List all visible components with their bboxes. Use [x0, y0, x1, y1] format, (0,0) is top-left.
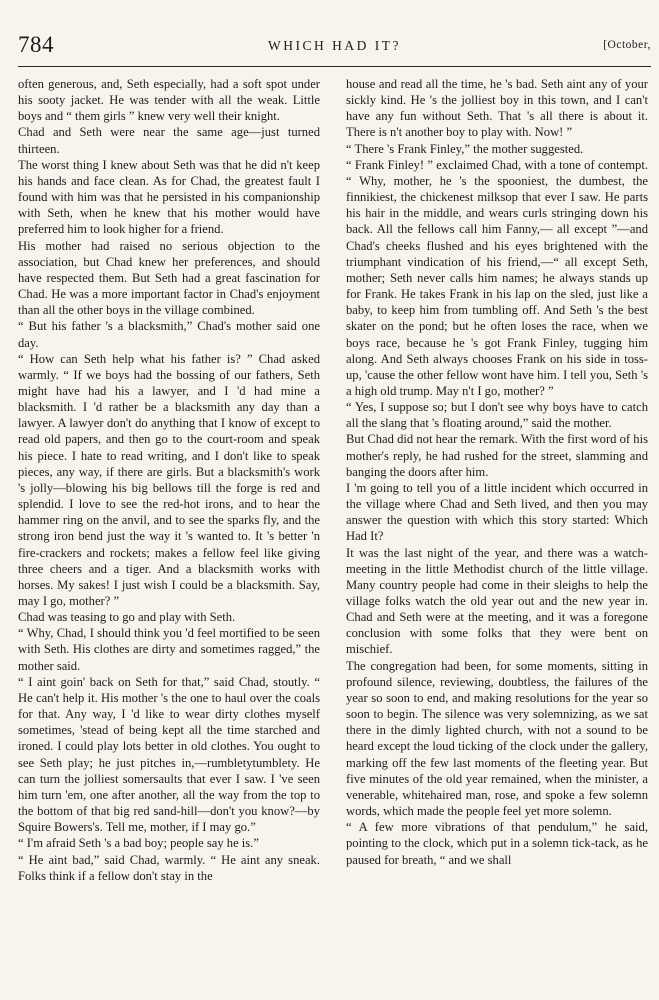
- right-column: [346, 76, 648, 868]
- page-number: 784: [18, 32, 54, 57]
- paragraph: Chad and Seth were near the same age—just turned thirteen.: [18, 125, 320, 156]
- paragraph: “ Yes, I suppose so; but I don't see why boys have to catch all the slang that 's floating around,” said the mother.: [346, 400, 648, 431]
- paragraph: house and read all the time, he 's bad. Seth aint any of your sickly kind. He 's the jolliest boy in this town, and I can't have any fun without Seth. That 's all there is about it. There is n't another boy to play with. Now! ”: [346, 77, 648, 140]
- paragraph: “ A few more vibrations of that pendulum,” he said, pointing to the clock, which put in a solemn tick-tack, as he paused for breath, “ and we shall: [346, 820, 648, 867]
- paragraph: His mother had raised no serious objection to the association, but Chad knew her preferences, and should have respected them. But Seth had a great fascination for Chad. He was a more important factor in Chad's enjoyment than all the other boys in the village combined.: [18, 238, 320, 318]
- paragraph: “ There 's Frank Finley,” the mother suggested.: [346, 141, 584, 156]
- paragraph: I 'm going to tell you of a little incident which occurred in the village where Chad and Seth lived, and then you may answer the question with which this story started: Which Had It?: [346, 480, 648, 544]
- paragraph: It was the last night of the year, and there was a watch-meeting in the little Methodist church of the little village. Many country people had come in their sleighs to help the village folks watch the old year out and the new year in. Chad and Seth were at the meeting, and it was a foregone conclusion with some folks that they were bent on mischief.: [346, 545, 648, 657]
- paragraph: “ He aint bad,” said Chad, warmly. “ He aint any sneak. Folks think if a fellow don't stay in the: [18, 852, 320, 883]
- paragraph: The congregation had been, for some moments, sitting in profound silence, reviewing, doubtless, the failures of the year so soon to end, and making resolutions for the year so soon to begin. The silence was very solemnizing, as we sat there in the dimly lighted church, with not a sound to be heard except the loud ticking of the clock under the gallery, marking off the few last moments of the fleeting year. But five minutes of the old year remained, when the minister, a venerable, whitehaired man, rose, and spoke a few solemn words, which made the people feel yet more solemn.: [346, 658, 648, 819]
- running-header: [18, 32, 651, 62]
- paragraph: “ But his father 's a blacksmith,” Chad's mother said one day.: [18, 319, 320, 350]
- issue-month: [October,: [603, 39, 651, 51]
- paragraph: “ Frank Finley! ” exclaimed Chad, with a tone of contempt. “ Why, mother, he 's the spooniest, the dumbest, the finnikiest, the chickenest milksop that ever I saw. He parts his hair in the middle, and wears curls stringing down his back. All the fellows call him Fanny,— all except ”—and Chad's cheeks flushed and his eyes brightened with the triumphant vindication of his friend,—“ all except Seth, mother; Seth never calls him names; he always stands up for Frank. He takes Frank in his lap on the sled, just like a baby, to keep him from tumbling off. And Seth 's the best skater on the pond; but he often loses the race, when we boys race, because he 's got Frank Finley, tugging him along. And Seth always chooses Frank on his side in toss-up, 'cause the other fellow wont have him. I tell you, Seth 's a high old trump. May n't I go, mother? ”: [346, 157, 648, 398]
- paragraph: “ I aint goin' back on Seth for that,” said Chad, stoutly. “ He can't help it. His mother 's the one to haul over the coals for that. Any way, I 'd like to wear dirty clothes myself sometimes, 'stead of being kept all the time starched and ironed. I could play lots better in old clothes. You ought to see Seth play; he just pitches in,—rumbletytumblety. He can turn the jolliest somersaults that ever I saw. I 've seen him turn 'em, one after another, all the way from the top to the bottom of that big red sand-hill—don't you know?—by Squire Bowers's. Tell me, mother, if I may go.”: [18, 674, 320, 835]
- running-title: WHICH HAD IT?: [268, 38, 401, 53]
- paragraph: The worst thing I knew about Seth was that he did n't keep his hands and face clean. As for Chad, the greatest fault I found with him was that he persisted in his companionship with Seth, when he knew that his mother would have preferred him to look higher for a friend.: [18, 157, 320, 237]
- left-column: [18, 76, 320, 884]
- paragraph: “ Why, Chad, I should think you 'd feel mortified to be seen with Seth. His clothes are dirty and sometimes ragged,” the mother said.: [18, 626, 320, 673]
- paragraph: often generous, and, Seth especially, had a soft spot under his sooty jacket. He was tender with all the weak. Little boys and “ them girls ” knew very well their knight.: [18, 77, 320, 124]
- paragraph: “ How can Seth help what his father is? ” Chad asked warmly. “ If we boys had the bossing of our fathers, Seth might have had his a lawyer, and I 'd had mine a blacksmith. I 'd rather be a blacksmith any day than a lawyer. A lawyer don't do anything that I know of except to read old papers, and then go to the court-room and speak his piece. I hate to read writing, and I don't like to speak pieces, any way, if there are girls. But a blacksmith's work 's jolly—blowing his big bellows till the forge is red and splendid. I love to see the red-hot irons, and to hear the hammer ring on the anvil, and to see the sparks fly, and the strong iron bend just the way it 's wanted to. It 's better 'n fire-crackers and rockets; makes a fellow feel like giving three cheers and a tiger. And a blacksmith works with horses. My sakes! I just wish I could be a blacksmith. Say, may I go, mother? ”: [18, 351, 320, 608]
- paragraph: Chad was teasing to go and play with Seth.: [18, 610, 236, 625]
- paragraph: “ I'm afraid Seth 's a bad boy; people say he is.”: [18, 836, 259, 851]
- paragraph: But Chad did not hear the remark. With the first word of his mother's reply, he had rushed for the street, slamming and banging the doors after him.: [346, 432, 648, 479]
- header-rule: [18, 66, 651, 67]
